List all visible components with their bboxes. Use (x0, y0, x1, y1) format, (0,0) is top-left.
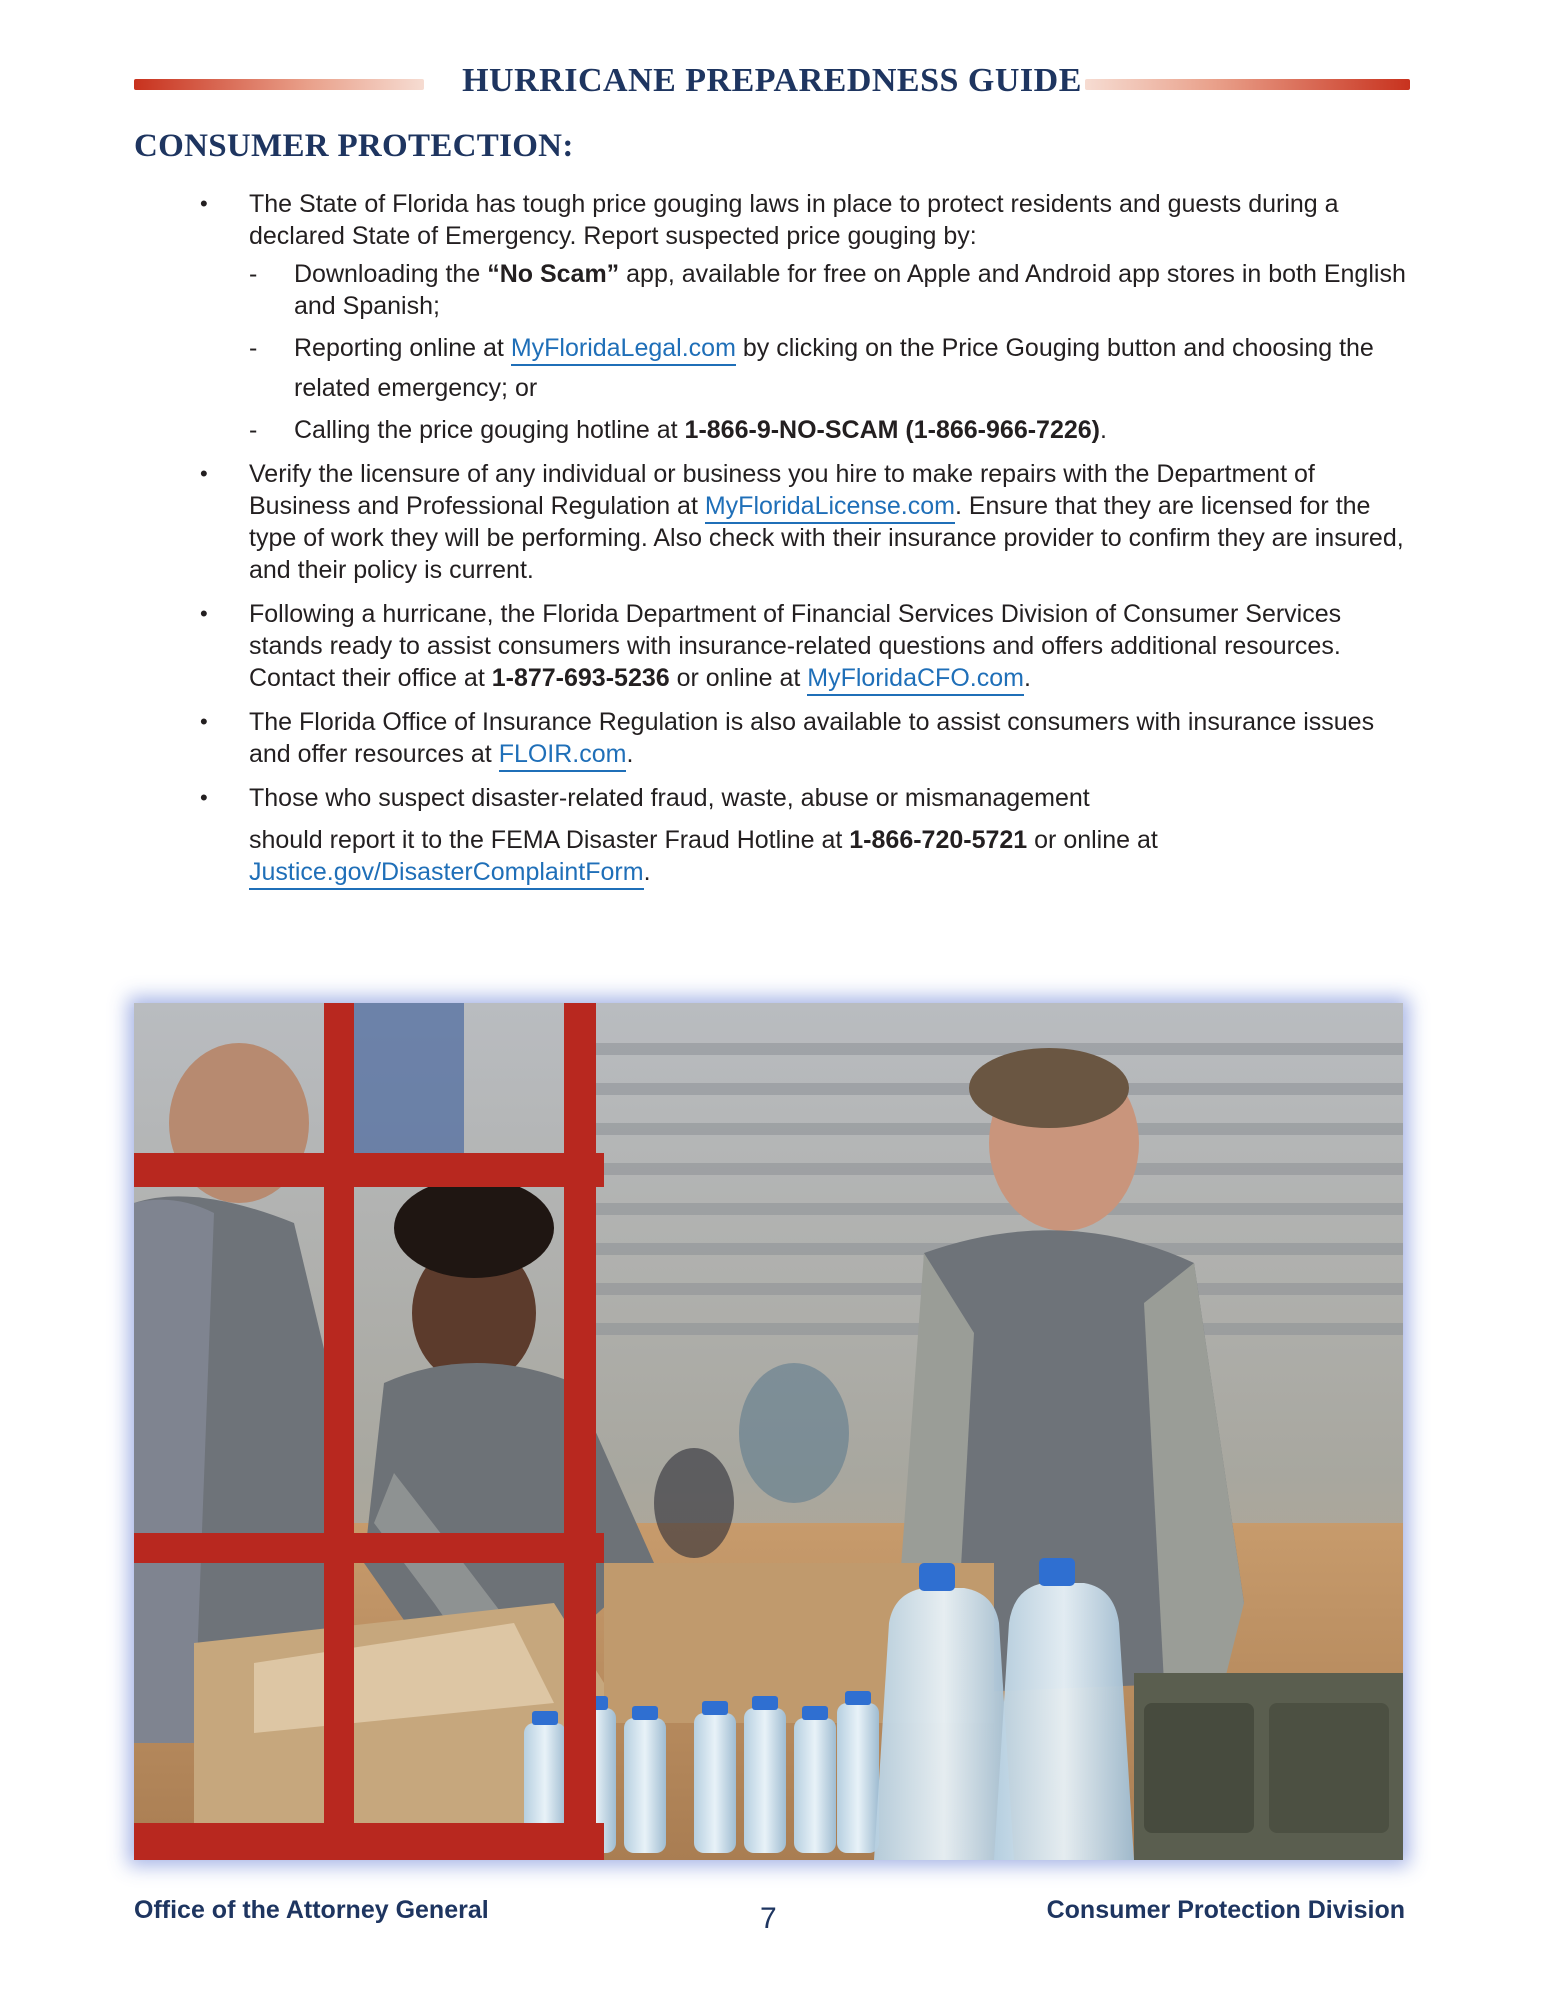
bullet-text: . (1023, 664, 1031, 692)
bullet-text: . (643, 858, 651, 886)
bullet-text: The State of Florida has tough price gouging laws in place to protect residents and guests during a declared State of Emergency. Report suspected price gouging by: (249, 190, 1339, 250)
sub-text: . (1100, 416, 1107, 444)
fema-phone: 1-866-720-5721 (849, 826, 1028, 854)
bullet-text: The Florida Office of Insurance Regulation is also available to assist consumers with insurance issues and offer resources at (249, 708, 1375, 768)
bullet-oir (134, 706, 1410, 770)
sub-text: Downloading the (294, 260, 488, 288)
link-floir[interactable]: FLOIR.com (499, 740, 627, 772)
link-myfloridalegal[interactable]: MyFloridaLegal.com (511, 334, 736, 366)
bullet-text: . Ensure that they are licensed for the type of work they will be performing. Also check with their insurance provider to confirm they are insured, and their policy is current. (249, 492, 1404, 584)
sub-item-hotline (249, 414, 1410, 446)
link-myfloridalicense[interactable]: MyFloridaLicense.com (705, 492, 955, 524)
volunteers-photo (134, 1003, 1403, 1860)
hotline-number: 1-866-9-NO-SCAM (1-866-966-7226) (684, 416, 1100, 444)
bullet-dot-icon: • (200, 785, 208, 810)
dash-icon: - (249, 416, 258, 444)
bullet-dot-icon: • (200, 191, 208, 216)
bullet-dot-icon: • (200, 461, 208, 486)
bullet-text: or online at (669, 664, 808, 692)
sub-text: by clicking on the Price Gouging button and choosing the related emergency; or (294, 334, 1374, 402)
footer-division: Consumer Protection Division (1046, 1896, 1405, 1924)
bullet-text: Those who suspect disaster-related fraud, waste, abuse or mismanagement (249, 784, 1090, 812)
dash-icon: - (249, 334, 258, 362)
bullet-dot-icon: • (200, 601, 208, 626)
link-justice-complaint[interactable]: Justice.gov/DisasterComplaintForm (249, 858, 644, 890)
bullet-text: Following a hurricane, the Florida Department of Financial Services Division of Consumer Services stands ready to assist consumers with insurance-related questions and offers additional resources. Contact their office at (249, 600, 1342, 692)
bullet-dot-icon: • (200, 709, 208, 734)
guide-title: HURRICANE PREPAREDNESS GUIDE (462, 62, 1082, 99)
bullet-licensure (134, 458, 1410, 586)
bullet-text: should report it to the FEMA Disaster Fraud Hotline at (249, 826, 850, 854)
bullet-price-gouging (134, 188, 1410, 446)
sub-text: app, available for free on Apple and Android app stores in both English and Spanish; (294, 260, 1406, 320)
footer-office: Office of the Attorney General (134, 1896, 489, 1924)
bullet-fema (134, 782, 1410, 888)
sub-text: Calling the price gouging hotline at (294, 416, 685, 444)
sub-text: Reporting online at (294, 334, 511, 362)
bullet-dfs (134, 598, 1410, 694)
photo-illustration (134, 1003, 1403, 1860)
bullet-text: Verify the licensure of any individual or business you hire to make repairs with the Department of Business and Professional Regulation at (249, 460, 1315, 520)
dash-icon: - (249, 260, 258, 288)
page-number: 7 (760, 1902, 777, 1935)
app-name: “No Scam” (487, 260, 620, 288)
bullet-text: or online at (1027, 826, 1158, 854)
dfs-phone: 1-877-693-5236 (491, 664, 670, 692)
section-title: CONSUMER PROTECTION: (134, 128, 574, 164)
bullet-text: . (626, 740, 634, 768)
bullet-list (134, 188, 1410, 900)
sub-item-no-scam (249, 258, 1410, 322)
link-myfloridacfo[interactable]: MyFloridaCFO.com (807, 664, 1024, 696)
sub-item-online (249, 328, 1410, 408)
